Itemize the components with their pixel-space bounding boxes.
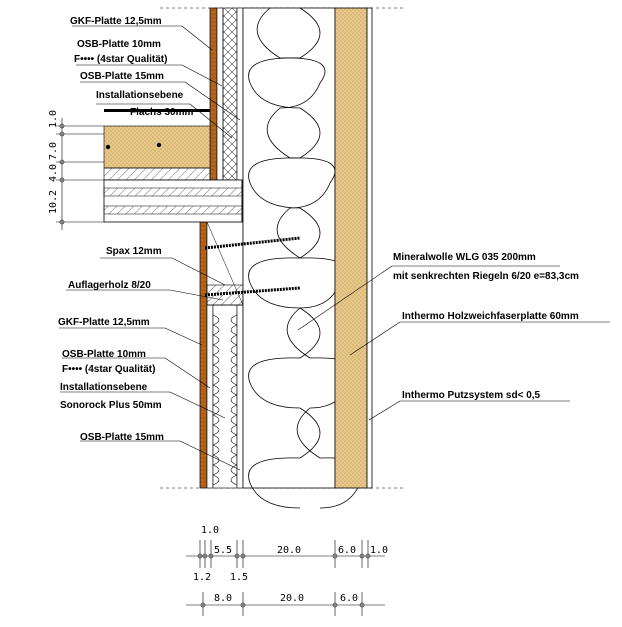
label-upper-osb10: OSB-Platte 10mm — [77, 39, 161, 50]
label-riegel: mit senkrechten Riegeln 6/20 e=83,3cm — [393, 271, 579, 282]
label-upper-quality: F•••• (4star Qualität) — [74, 54, 168, 65]
dim-bot2-1: 8.0 — [214, 593, 233, 604]
labels-upper-left — [70, 16, 193, 118]
dims-bottom-row1 — [186, 525, 388, 583]
dim-bot1-3: 20.0 — [277, 545, 302, 556]
dim-bot1-1: 1.0 — [201, 525, 220, 536]
floor-screed — [104, 126, 210, 168]
upper-installation-layer — [223, 8, 237, 180]
upper-osb-10 — [217, 8, 223, 180]
dim-bot1-5: 1.0 — [370, 545, 389, 556]
upper-wall — [210, 8, 243, 180]
labels-lower-left — [58, 317, 164, 443]
lower-osb-10 — [207, 305, 213, 488]
floor-beam-layer-2 — [104, 206, 242, 214]
dim-bot1-under-1: 1.2 — [193, 572, 212, 583]
mineral-wool-box — [243, 8, 335, 488]
dim-bot1-2: 5.5 — [214, 545, 233, 556]
label-upper-flachs: Flachs 30mm — [130, 107, 194, 118]
label-mineralwolle: Mineralwolle WLG 035 200mm — [393, 252, 536, 263]
label-lower-osb10: OSB-Platte 10mm — [62, 349, 146, 360]
render-system — [367, 8, 372, 488]
label-auflagerholz: Auflagerholz 8/20 — [68, 280, 151, 291]
wood-fibre-board — [335, 8, 367, 488]
label-lower-installation: Installationsebene — [60, 382, 148, 393]
upper-gkf-board — [210, 8, 217, 180]
label-lower-sonorock: Sonorock Plus 50mm — [60, 400, 162, 411]
lower-gkf-board — [200, 222, 207, 488]
floor-dot-1 — [106, 145, 110, 149]
dim-bot1-4: 6.0 — [338, 545, 357, 556]
label-upper-installation: Installationsebene — [96, 90, 184, 101]
lower-osb-15 — [237, 305, 243, 488]
dims-bottom-row2 — [186, 592, 385, 616]
upper-osb-15 — [237, 8, 243, 180]
dim-left-2: 7.0 — [48, 141, 59, 160]
dims-left-vertical — [48, 110, 104, 230]
dim-left-4: 10.2 — [48, 189, 59, 214]
labels-mid-left — [68, 246, 162, 291]
label-upper-osb15: OSB-Platte 15mm — [80, 71, 164, 82]
dim-bot2-3: 6.0 — [340, 593, 359, 604]
label-spax: Spax 12mm — [106, 246, 162, 257]
label-putzsystem: Inthermo Putzsystem sd< 0,5 — [402, 390, 541, 401]
floor-beam-layer-1 — [104, 188, 242, 196]
dim-bot2-2: 20.0 — [280, 593, 305, 604]
lower-wall — [200, 222, 243, 488]
floor-dot-2 — [157, 143, 161, 147]
dim-left-3: 4.0 — [48, 163, 59, 182]
labels-right — [393, 252, 579, 401]
dim-left-1: 1.0 — [48, 109, 59, 128]
floor-beam — [104, 180, 242, 222]
floor-insulation — [104, 168, 210, 180]
dim-bot1-under-2: 1.5 — [230, 572, 249, 583]
label-lower-gkf: GKF-Platte 12,5mm — [58, 317, 150, 328]
label-lower-quality: F•••• (4star Qualität) — [62, 364, 156, 375]
label-upper-gkf: GKF-Platte 12,5mm — [70, 16, 162, 27]
label-holzweichfaser: Inthermo Holzweichfaserplatte 60mm — [402, 311, 579, 322]
label-lower-osb15: OSB-Platte 15mm — [80, 432, 164, 443]
